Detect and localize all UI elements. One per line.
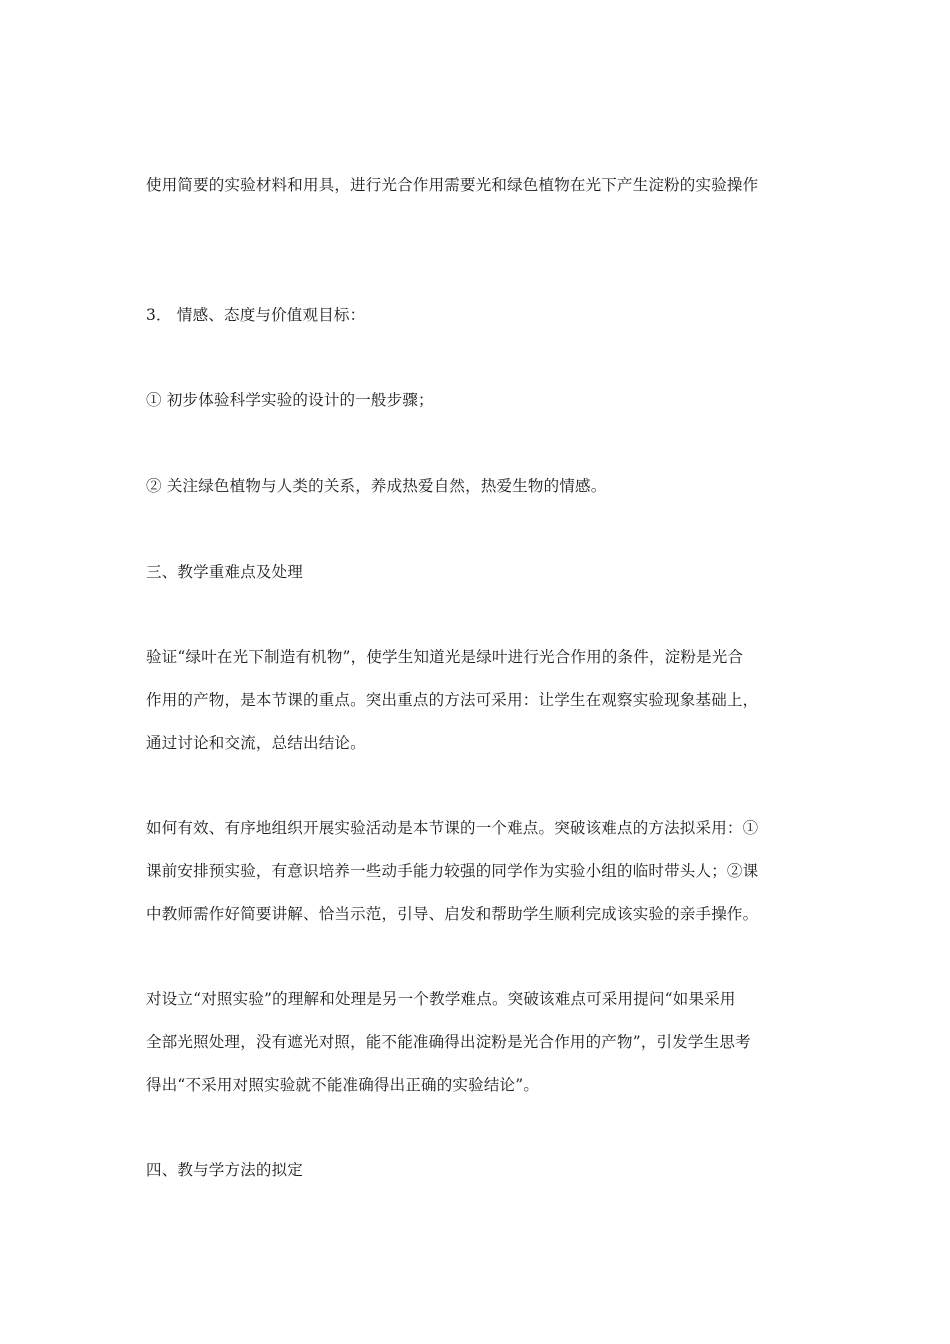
difficulty-2-line-1: 对设立“对照实验”的理解和处理是另一个教学难点。突破该难点可采用提问“如果采用: [146, 990, 736, 1008]
section-heading-3: 三、教学重难点及处理: [146, 563, 304, 581]
difficulty-2-line-2: 全部光照处理，没有遮光对照，能不能准确得出淀粉是光合作用的产物”，引发学生思考: [146, 1033, 751, 1051]
section-heading-4: 四、教与学方法的拟定: [146, 1161, 304, 1179]
key-point-line-1: 验证“绿叶在光下制造有机物”，使学生知道光是绿叶进行光合作用的条件，淀粉是光合: [146, 648, 744, 666]
difficulty-2-line-3: 得出“不采用对照实验就不能准确得出正确的实验结论”。: [146, 1076, 540, 1094]
key-point-line-3: 通过讨论和交流，总结出结论。: [146, 734, 366, 752]
list-item-2: ② 关注绿色植物与人类的关系，养成热爱自然，热爱生物的情感。: [146, 477, 607, 495]
heading-emotion-goals: 3． 情感、态度与价值观目标：: [146, 306, 366, 324]
list-item-1: ① 初步体验科学实验的设计的一般步骤；: [146, 391, 434, 409]
key-point-line-2: 作用的产物，是本节课的重点。突出重点的方法可采用：让学生在观察实验现象基础上，: [146, 691, 759, 709]
skill-goal-text: 使用简要的实验材料和用具，进行光合作用需要光和绿色植物在光下产生淀粉的实验操作: [146, 176, 759, 194]
difficulty-1-line-3: 中教师需作好简要讲解、恰当示范，引导、启发和帮助学生顺利完成该实验的亲手操作。: [146, 905, 759, 923]
difficulty-1-line-1: 如何有效、有序地组织开展实验活动是本节课的一个难点。突破该难点的方法拟采用：①: [146, 819, 759, 837]
difficulty-1-line-2: 课前安排预实验，有意识培养一些动手能力较强的同学作为实验小组的临时带头人；②课: [146, 862, 759, 880]
